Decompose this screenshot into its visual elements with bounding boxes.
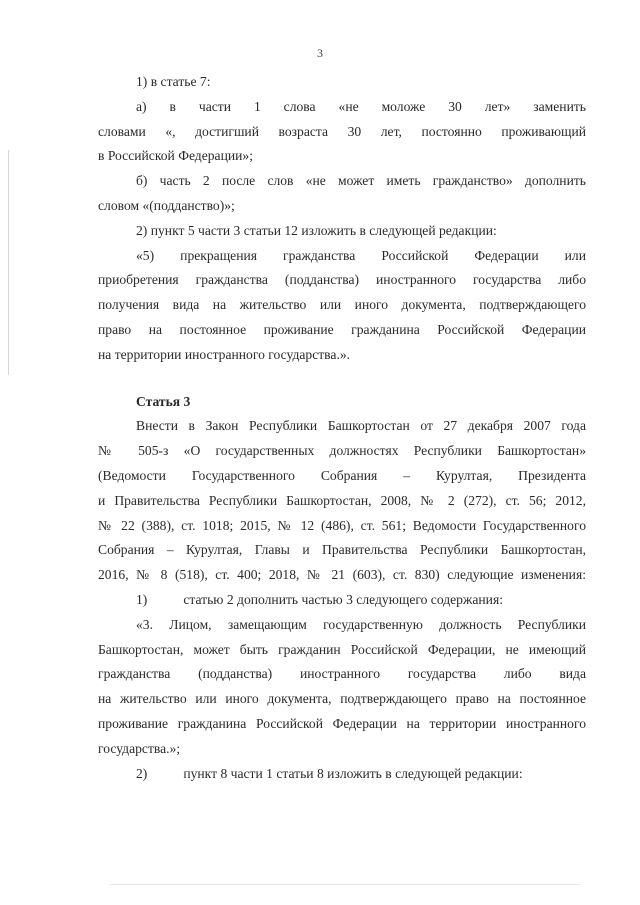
text-line: № 505-з «О государственных должностях Республики Башкортостан» (98, 443, 586, 459)
text-line: проживание гражданина Российской Федерации на территории иностранного (98, 715, 586, 731)
document-body (98, 70, 586, 786)
text-line: Внести в Закон Республики Башкортостан от 27 декабря 2007 года (136, 418, 586, 434)
text-line: в Российской Федерации»; (98, 148, 253, 164)
text-line: «5) прекращения гражданства Российской Федерации или (136, 247, 586, 263)
text-line: словом «(подданство)»; (98, 197, 235, 213)
scan-margin-mark (8, 150, 9, 375)
text-line: государства.»; (98, 740, 181, 756)
text-line: словами «, достигший возраста 30 лет, постоянно проживающий (98, 123, 586, 139)
list-text: пункт 8 части 1 статьи 8 изложить в следующей редакции: (183, 765, 523, 781)
paragraph-gap (98, 368, 586, 390)
text-line: на жительство или иного документа, подтверждающего право на постоянное (98, 691, 586, 707)
list-number: 1) (136, 591, 148, 607)
text-line: 2016, № 8 (518), ст. 400; 2018, № 21 (603), ст. 830) следующие изменения: (98, 567, 586, 583)
text-line: право на постоянное проживание гражданина Российской Федерации (98, 321, 586, 337)
text-line: б) часть 2 после слов «не может иметь гражданство» дополнить (136, 173, 586, 189)
list-item (98, 762, 586, 787)
text-line: и Правительства Республики Башкортостан, 2008, № 2 (272), ст. 56; 2012, (98, 492, 586, 508)
article-heading: Статья 3 (136, 393, 191, 409)
text-line: а) в части 1 слова «не моложе 30 лет» заменить (136, 98, 586, 114)
text-line: гражданства (подданства) иностранного государства либо вида (98, 666, 586, 682)
text-line: приобретения гражданства (подданства) иностранного государства либо (98, 272, 586, 288)
text-line: на территории иностранного государства.». (98, 346, 351, 362)
text-line: получения вида на жительство или иного документа, подтверждающего (98, 297, 586, 313)
page-number: 3 (317, 46, 323, 60)
text-line: Собрания – Курултая, Главы и Правительства Республики Башкортостан, (98, 542, 586, 558)
scan-edge-line (110, 884, 580, 885)
text-line: (Ведомости Государственного Собрания – Курултая, Президента (98, 467, 586, 483)
list-item (98, 588, 586, 613)
text-line: Башкортостан, может быть гражданин Российской Федерации, не имеющий (98, 641, 586, 657)
text-line: 2) пункт 5 части 3 статьи 12 изложить в следующей редакции: (136, 222, 497, 238)
text-line: № 22 (388), ст. 1018; 2015, № 12 (486), ст. 561; Ведомости Государственного (98, 517, 586, 533)
text-line: «3. Лицом, замещающим государственную должность Республики (136, 616, 586, 632)
list-number: 2) (136, 765, 148, 781)
text-line: 1) в статье 7: (136, 74, 211, 89)
list-text: статью 2 дополнить частью 3 следующего содержания: (183, 591, 503, 607)
